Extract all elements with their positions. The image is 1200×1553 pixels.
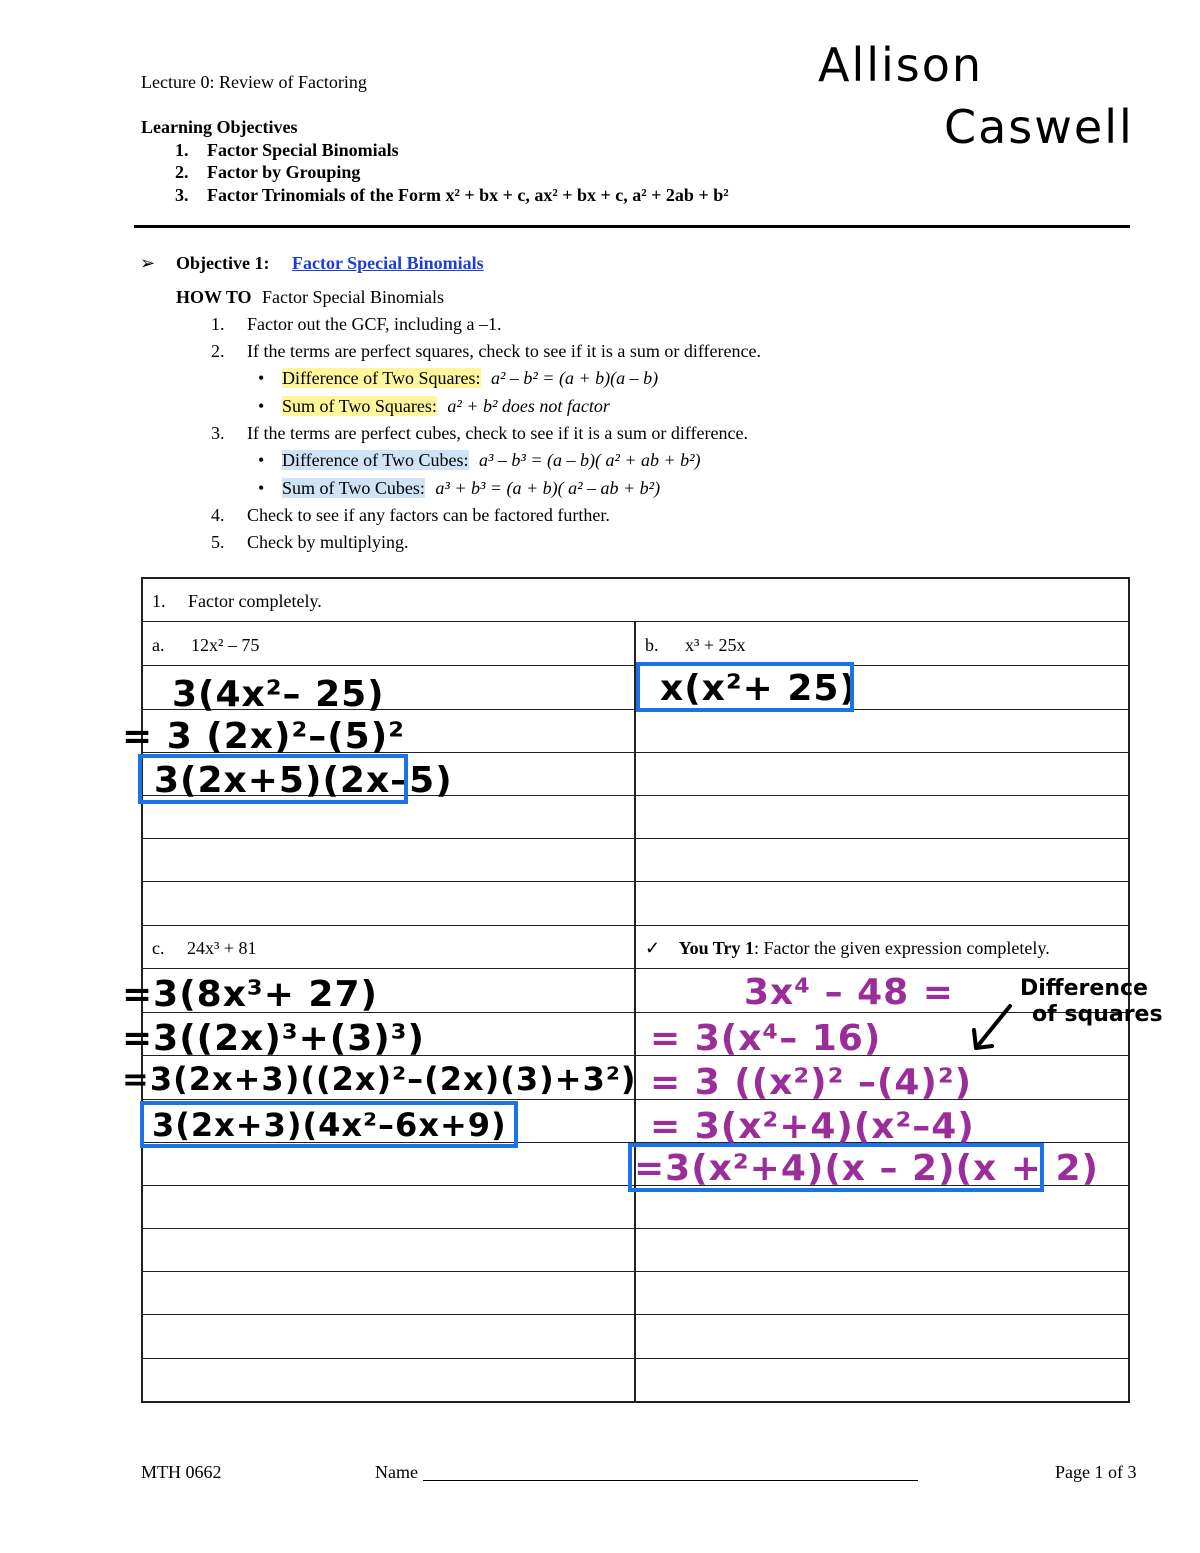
objective1-link[interactable]: Factor Special Binomials: [292, 253, 484, 273]
you-try-label: You Try 1: [678, 938, 754, 958]
you-try-work-line: = 3(x⁴– 16): [650, 1018, 882, 1059]
cubes-difference-formula: a³ – b³ = (a – b)( a² + ab + b²): [479, 450, 701, 470]
squares-sum-formula: a² + b² does not factor: [447, 396, 610, 416]
arrow-down-left-icon: [966, 1000, 1016, 1056]
exercise-prompt-text: Factor completely.: [188, 591, 322, 611]
side-note-line: Difference: [1020, 976, 1148, 1001]
problem-b-header: [645, 635, 746, 656]
objective-item: [175, 162, 360, 183]
howto-step: [211, 341, 761, 362]
problem-a-label: a.: [152, 635, 165, 655]
table-border-top: [141, 577, 1130, 579]
you-try-text: : Factor the given expression completely.: [753, 938, 1050, 958]
step-num: 5.: [211, 532, 225, 552]
problem-c-answer-box: [140, 1101, 518, 1148]
bullet-dot-icon: •: [258, 478, 265, 498]
footer-page-number: Page 1 of 3: [1055, 1462, 1137, 1482]
problem-a-answer: 3(2x+5)(2x–5): [154, 760, 453, 801]
objective-item: [175, 140, 399, 161]
objective-text: Factor Special Binomials: [207, 140, 399, 160]
exercise-prompt-num: 1.: [152, 591, 166, 611]
checkmark-icon: ✓: [645, 938, 661, 958]
you-try-answer: =3(x²+4)(x – 2)(x + 2): [634, 1148, 1099, 1189]
table-row-line: [141, 838, 1130, 839]
problem-c-label: c.: [152, 938, 165, 958]
table-row-line: [141, 1314, 1130, 1315]
howto-title: Factor Special Binomials: [262, 287, 445, 307]
exercise-prompt: [152, 591, 322, 612]
bullet-dot-icon: •: [258, 396, 265, 416]
squares-sum: [258, 396, 610, 417]
author-last-name: Caswell: [944, 100, 1134, 154]
step-num: 4.: [211, 505, 225, 525]
you-try-answer-box: [628, 1143, 1044, 1192]
problem-a-work-line: = 3 (2x)²–(5)²: [122, 716, 405, 757]
footer-course: MTH 0662: [141, 1462, 222, 1482]
howto-step: [211, 423, 748, 444]
problem-a-header: [152, 635, 259, 656]
problem-a-expression: 12x² – 75: [191, 635, 260, 655]
side-note-line: of squares: [1032, 1002, 1163, 1027]
cubes-sum-formula: a³ + b³ = (a + b)( a² – ab + b²): [435, 478, 661, 498]
step-text: Check to see if any factors can be factored further.: [247, 505, 610, 525]
footer-name-line[interactable]: [423, 1480, 918, 1481]
problem-c-expression: 24x³ + 81: [187, 938, 257, 958]
table-row-line: [141, 621, 1130, 622]
step-text: If the terms are perfect cubes, check to see if it is a sum or difference.: [247, 423, 748, 443]
squares-difference-label: Difference of Two Squares:: [282, 368, 481, 388]
squares-sum-label: Sum of Two Squares:: [282, 396, 437, 416]
squares-difference-formula: a² – b² = (a + b)(a – b): [491, 368, 659, 388]
step-num: 2.: [211, 341, 225, 361]
objectives-heading: Learning Objectives: [141, 117, 298, 137]
table-row-line: [141, 881, 1130, 882]
side-note: [1020, 976, 1163, 1028]
howto-heading: [176, 287, 444, 308]
problem-c-work-line: =3(8x³+ 27): [122, 974, 378, 1015]
you-try-header: [645, 938, 1050, 959]
problem-c-header: [152, 938, 257, 959]
header-divider: [134, 225, 1130, 228]
bullet-dot-icon: •: [258, 368, 265, 388]
you-try-work-line: = 3(x²+4)(x²–4): [650, 1106, 975, 1147]
you-try-work-line: = 3 ((x²)² –(4)²): [650, 1062, 973, 1103]
objective-num: 2.: [175, 162, 189, 182]
problem-a-work-line: 3(4x²– 25): [172, 674, 385, 715]
step-text: Check by multiplying.: [247, 532, 409, 552]
howto-label: HOW TO: [176, 287, 252, 307]
table-row-line: [141, 968, 1130, 969]
howto-step: [211, 314, 502, 335]
cubes-sum: [258, 478, 661, 499]
objective-num: 3.: [175, 185, 189, 205]
bullet-dot-icon: •: [258, 450, 265, 470]
objective-text: Factor by Grouping: [207, 162, 361, 182]
table-row-line: [141, 1358, 1130, 1359]
bullet-arrow-icon: ➢: [140, 253, 156, 273]
objective-item: [175, 185, 729, 206]
problem-b-label: b.: [645, 635, 659, 655]
table-row-line: [141, 1228, 1130, 1229]
problem-b-expression: x³ + 25x: [685, 635, 746, 655]
problem-b-answer: x(x²+ 25): [660, 668, 857, 709]
howto-step: [211, 532, 409, 553]
cubes-sum-label: Sum of Two Cubes:: [282, 478, 425, 498]
problem-c-work-line: =3((2x)³+(3)³): [122, 1018, 425, 1059]
author-first-name: Allison: [818, 38, 984, 92]
table-row-line: [141, 1099, 1130, 1100]
step-num: 1.: [211, 314, 225, 334]
squares-difference: [258, 368, 659, 389]
table-row-line: [141, 1271, 1130, 1272]
lecture-title: Lecture 0: Review of Factoring: [141, 72, 367, 92]
problem-c-work-line: =3(2x+3)((2x)²–(2x)(3)+3²): [122, 1060, 637, 1098]
problem-b-answer-box: [636, 662, 854, 712]
table-row-line: [141, 925, 1130, 926]
objective1-label: Objective 1:: [176, 253, 270, 273]
cubes-difference: [258, 450, 701, 471]
howto-step: [211, 505, 610, 526]
problem-a-answer-box: [138, 754, 408, 804]
problem-c-answer: 3(2x+3)(4x²–6x+9): [152, 1106, 507, 1144]
step-text: If the terms are perfect squares, check to see if it is a sum or difference.: [247, 341, 761, 361]
step-num: 3.: [211, 423, 225, 443]
step-text: Factor out the GCF, including a –1.: [247, 314, 502, 334]
footer-name-label: Name: [375, 1462, 418, 1482]
cubes-difference-label: Difference of Two Cubes:: [282, 450, 469, 470]
you-try-work-line: 3x⁴ – 48 =: [744, 972, 954, 1013]
objective-text: Factor Trinomials of the Form x² + bx + c, ax² + bx + c, a² + 2ab + b²: [207, 185, 729, 205]
objective-num: 1.: [175, 140, 189, 160]
